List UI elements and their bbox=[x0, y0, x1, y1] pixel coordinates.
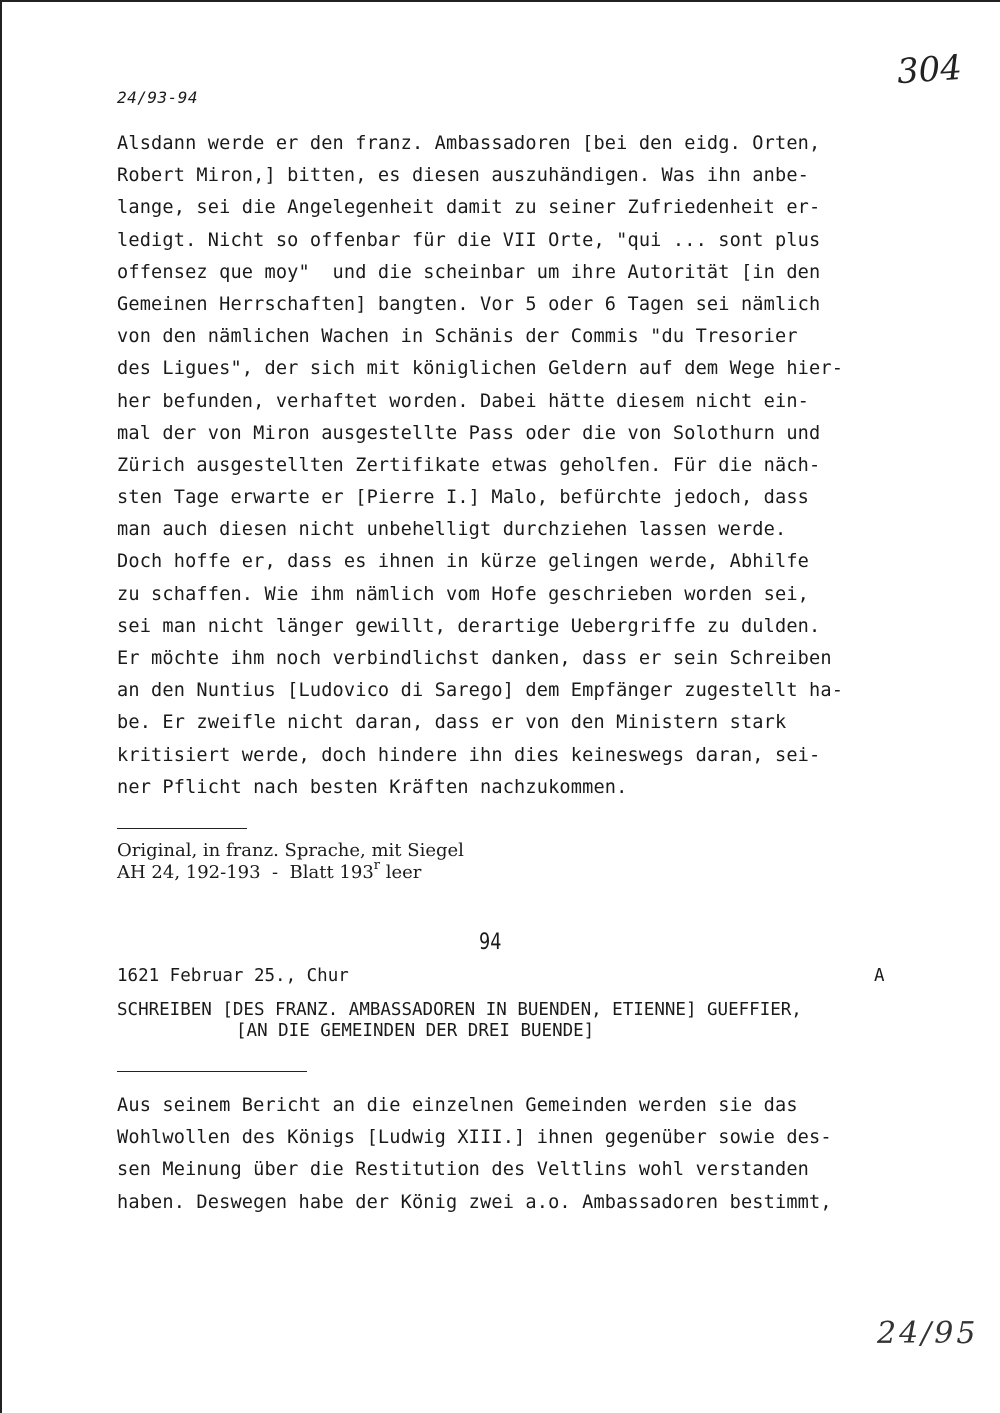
body-line: sen Meinung über die Restitution des Veltlins wohl verstanden bbox=[117, 1159, 810, 1181]
body-line: Wohlwollen des Königs [Ludwig XIII.] ihnen gegenüber sowie des- bbox=[117, 1127, 832, 1149]
body-line: an den Nuntius [Ludovico di Sarego] dem Empfänger zugestellt ha- bbox=[117, 680, 844, 702]
body-line: Doch hoffe er, dass es ihnen in kürze gelingen werde, Abhilfe bbox=[117, 551, 810, 573]
handwritten-footer-mark: 24/95 bbox=[877, 1316, 979, 1351]
body-line: Zürich ausgestellten Zertifikate etwas geholfen. Für die näch- bbox=[117, 454, 821, 476]
body-line: Robert Miron,] bitten, es diesen auszuhändigen. Was ihn anbe- bbox=[117, 165, 810, 187]
document-title-line-1: SCHREIBEN [DES FRANZ. AMBASSADOREN IN BUENDEN, ETIENNE] GUEFFIER, bbox=[117, 1000, 802, 1020]
body-line: Gemeinen Herrschaften] bangten. Vor 5 oder 6 Tagen sei nämlich bbox=[117, 293, 821, 315]
document-body bbox=[117, 1090, 832, 1219]
body-line: kritisiert werde, doch hindere ihn dies keineswegs daran, sei- bbox=[117, 744, 821, 766]
source-note-archive: AH 24, 192-193 - Blatt 193 bbox=[117, 862, 374, 883]
body-line: Alsdann werde er den franz. Ambassadoren [bei den eidg. Orten, bbox=[117, 133, 821, 154]
folio-recto-mark: r bbox=[373, 858, 381, 873]
body-line: haben. Deswegen habe der König zwei a.o. Ambassadoren bestimmt, bbox=[117, 1191, 832, 1213]
body-line: ner Pflicht nach besten Kräften nachzukommen. bbox=[117, 776, 628, 798]
body-line: sten Tage erwarte er [Pierre I.] Malo, befürchte jedoch, dass bbox=[117, 487, 810, 509]
document-reference: 24/93-94 bbox=[117, 88, 199, 107]
body-line: mal der von Miron ausgestellte Pass oder die von Solothurn und bbox=[117, 422, 821, 444]
body-line: ledigt. Nicht so offenbar für die VII Orte, "qui ... sont plus bbox=[117, 229, 821, 251]
letter-body bbox=[117, 128, 843, 804]
document-title-line-2: [AN DIE GEMEINDEN DER DREI BUENDE] bbox=[236, 1021, 595, 1041]
scan-border-left bbox=[0, 0, 2, 1413]
document-classification: A bbox=[874, 966, 885, 986]
handwritten-page-number: 304 bbox=[895, 47, 964, 93]
body-line: Aus seinem Bericht an die einzelnen Gemeinden werden sie das bbox=[117, 1095, 798, 1116]
document-number: 94 bbox=[479, 930, 502, 955]
source-note-line-2 bbox=[117, 858, 422, 886]
source-note-divider bbox=[117, 828, 247, 829]
body-line: man auch diesen nicht unbehelligt durchziehen lassen werde. bbox=[117, 519, 787, 541]
body-line: sei man nicht länger gewillt, derartige Uebergriffe zu dulden. bbox=[117, 615, 821, 637]
body-line: zu schaffen. Wie ihm nämlich vom Hofe geschrieben worden sei, bbox=[117, 583, 810, 605]
body-line: Er möchte ihm noch verbindlichst danken, dass er sein Schreiben bbox=[117, 648, 832, 669]
source-note-line-1: Original, in franz. Sprache, mit Siegel bbox=[117, 840, 464, 861]
body-line: von den nämlichen Wachen in Schänis der Commis "du Tresorier bbox=[117, 326, 798, 348]
source-note-blank: leer bbox=[380, 862, 422, 883]
body-line: offensez que moy" und die scheinbar um ihre Autorität [in den bbox=[117, 261, 821, 283]
document-date-place: 1621 Februar 25., Chur bbox=[117, 966, 349, 986]
body-line: lange, sei die Angelegenheit damit zu seiner Zufriedenheit er- bbox=[117, 197, 821, 219]
scan-border-top bbox=[0, 0, 1000, 2]
body-line: be. Er zweifle nicht daran, dass er von den Ministern stark bbox=[117, 712, 787, 734]
body-line: her befunden, verhaftet worden. Dabei hätte diesem nicht ein- bbox=[117, 390, 810, 412]
body-line: des Ligues", der sich mit königlichen Geldern auf dem Wege hier- bbox=[117, 358, 844, 380]
header-divider bbox=[117, 1071, 307, 1072]
